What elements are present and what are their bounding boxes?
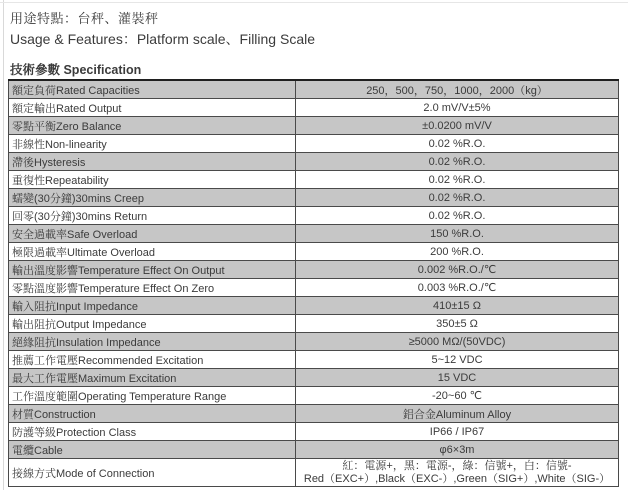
param-label-cell: 非線性Non-linearity [9, 135, 296, 153]
table-row [9, 441, 619, 459]
scan-edge-top [0, 2, 628, 3]
param-label-cell: 極限過載率Ultimate Overload [9, 243, 296, 261]
value-line-1: 紅：電源+，黑：電源-，綠：信號+，白：信號- [342, 459, 572, 472]
param-value-cell: ≥5000 MΩ/(50VDC) [296, 333, 619, 351]
param-label-cell: 額定負荷Rated Capacities [9, 80, 296, 99]
table-row [9, 261, 619, 279]
param-value-cell: 0.02 %R.O. [296, 189, 619, 207]
table-row [9, 351, 619, 369]
param-value-cell: 250，500，750，1000，2000（kg） [296, 80, 619, 99]
param-value-cell: 0.02 %R.O. [296, 207, 619, 225]
table-row [9, 225, 619, 243]
param-value-cell: ±0.0200 mV/V [296, 117, 619, 135]
spec-table [8, 79, 619, 487]
table-row [9, 135, 619, 153]
scan-edge-left [3, 0, 4, 490]
param-label-cell: 絕緣阻抗Insulation Impedance [9, 333, 296, 351]
param-value-cell: 410±15 Ω [296, 297, 619, 315]
spec-table-body [9, 80, 619, 487]
table-row [9, 117, 619, 135]
param-label-cell: 防護等級Protection Class [9, 423, 296, 441]
param-value-cell [296, 459, 619, 487]
param-label-cell: 最大工作電壓Maximum Excitation [9, 369, 296, 387]
param-label-cell: 接線方式Mode of Connection [9, 459, 296, 487]
table-row [9, 279, 619, 297]
param-label-cell: 電纜Cable [9, 441, 296, 459]
specification-title: 技術參數 Specification [10, 63, 142, 77]
table-row [9, 423, 619, 441]
table-row [9, 387, 619, 405]
param-value-cell: φ6×3m [296, 441, 619, 459]
param-value-cell: -20~60 ℃ [296, 387, 619, 405]
param-label-cell: 滯後Hysteresis [9, 153, 296, 171]
param-label-cell: 工作溫度範圍Operating Temperature Range [9, 387, 296, 405]
param-label-cell: 輸出溫度影響Temperature Effect On Output [9, 261, 296, 279]
usage-features-en: Usage & Features：Platform scale、Filling Scale [10, 31, 316, 47]
param-label-cell: 額定輸出Rated Output [9, 99, 296, 117]
param-label-cell: 蠕變(30分鐘)30mins Creep [9, 189, 296, 207]
param-value-cell: 5~12 VDC [296, 351, 619, 369]
param-label-cell: 推薦工作電壓Recommended Excitation [9, 351, 296, 369]
table-row [9, 315, 619, 333]
param-value-cell: 0.002 %R.O./℃ [296, 261, 619, 279]
param-value-cell: 150 %R.O. [296, 225, 619, 243]
table-row [9, 369, 619, 387]
table-row [9, 189, 619, 207]
param-value-cell: 0.02 %R.O. [296, 135, 619, 153]
table-row [9, 297, 619, 315]
param-label-cell: 零點平衡Zero Balance [9, 117, 296, 135]
table-row [9, 243, 619, 261]
table-row [9, 459, 619, 487]
table-row [9, 153, 619, 171]
table-row [9, 207, 619, 225]
param-label-cell: 回零(30分鐘)30mins Return [9, 207, 296, 225]
param-label-cell: 輸出阻抗Output Impedance [9, 315, 296, 333]
param-value-cell: 2.0 mV/V±5% [296, 99, 619, 117]
param-value-cell: 鋁合金Aluminum Alloy [296, 405, 619, 423]
value-line-2: Red（EXC+）,Black（EXC-）,Green（SIG+）,White（SIG-） [303, 472, 611, 485]
table-row [9, 405, 619, 423]
table-row [9, 171, 619, 189]
usage-features-zh: 用途特點：台秤、灌裝秤 [10, 11, 159, 26]
param-label-cell: 安全過載率Safe Overload [9, 225, 296, 243]
param-value-cell: IP66 / IP67 [296, 423, 619, 441]
param-value-cell: 350±5 Ω [296, 315, 619, 333]
param-label-cell: 材質Construction [9, 405, 296, 423]
param-value-cell: 0.02 %R.O. [296, 171, 619, 189]
param-label-cell: 輸入阻抗Input Impedance [9, 297, 296, 315]
param-value-cell: 200 %R.O. [296, 243, 619, 261]
param-value-cell: 0.02 %R.O. [296, 153, 619, 171]
param-label-cell: 重復性Repeatability [9, 171, 296, 189]
table-row [9, 333, 619, 351]
table-row [9, 99, 619, 117]
table-row [9, 80, 619, 99]
param-value-cell: 15 VDC [296, 369, 619, 387]
param-label-cell: 零點溫度影響Temperature Effect On Zero [9, 279, 296, 297]
param-value-cell: 0.003 %R.O./℃ [296, 279, 619, 297]
